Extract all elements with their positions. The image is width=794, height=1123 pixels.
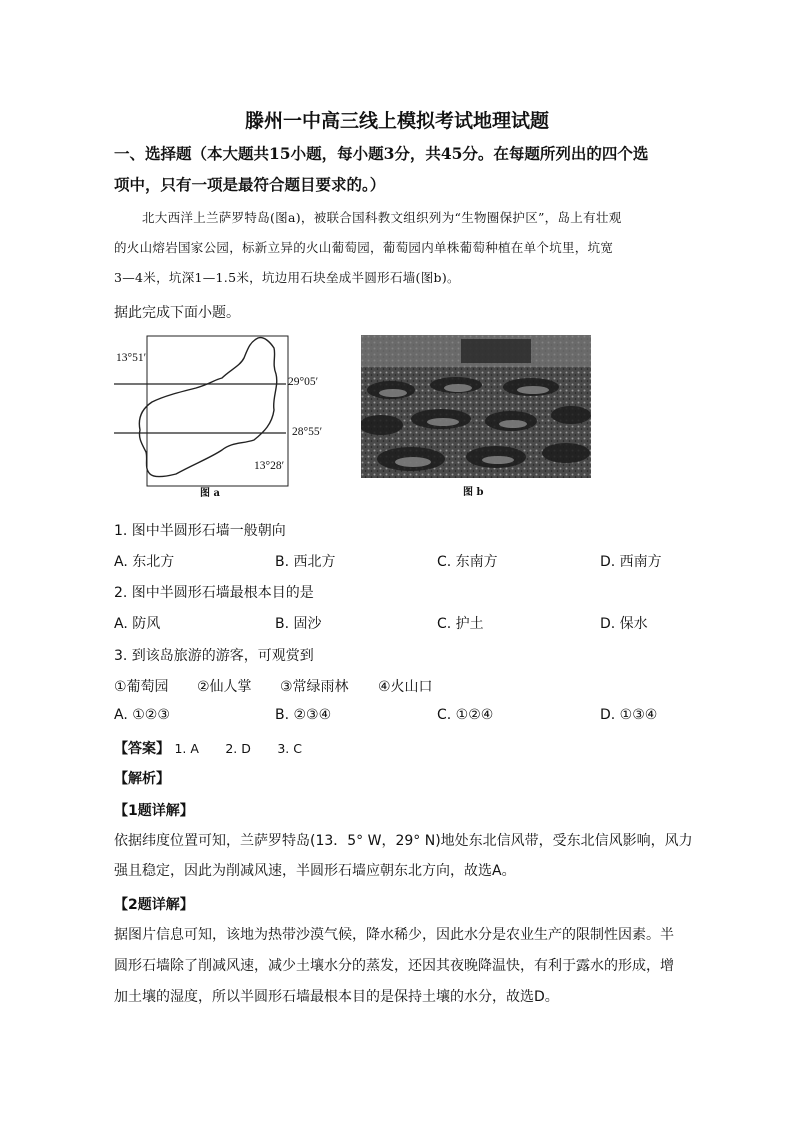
answer-3: 3. C	[277, 741, 302, 756]
q3-item-1: ①葡萄园	[114, 679, 169, 695]
intro-line-3: 3—4米，坑深1—1.5米，坑边用石块垒成半圆形石墙(图b)。	[114, 270, 460, 285]
q1-option-a: A. 东北方	[114, 554, 175, 570]
answer-1: 1. A	[174, 741, 199, 756]
lat-label-south: 28°55′	[292, 426, 323, 438]
lon-label-east: 13°28′	[254, 460, 285, 472]
answer-2: 2. D	[225, 741, 251, 756]
answer-tag: 【答案】	[114, 741, 170, 757]
detail-2-line-1: 据图片信息可知，该地为热带沙漠气候，降水稀少，因此水分是农业生产的限制性因素。半	[114, 927, 674, 943]
section-heading-line-2: 项中，只有一项是最符合题目要求的。）	[114, 175, 386, 194]
instruction-text: 据此完成下面小题。	[114, 305, 240, 321]
detail-2-line-2: 圆形石墙除了削减风速，减少土壤水分的蒸发，还因其夜晚降温快，有利于露水的形成，增	[114, 958, 674, 974]
q2-option-a: A. 防风	[114, 616, 161, 632]
q3-option-a: A. ①②③	[114, 707, 170, 723]
q2-option-d: D. 保水	[600, 616, 648, 632]
q3-option-d: D. ①③④	[600, 707, 658, 723]
detail-1-line-2: 强且稳定，因此为削减风速，半圆形石墙应朝东北方向，故选A。	[114, 863, 516, 879]
intro-line-2: 的火山熔岩国家公园，标新立异的火山葡萄园，葡萄园内单株葡萄种植在单个坑里，坑宽	[114, 240, 614, 255]
q3-option-b: B. ②③④	[275, 707, 332, 723]
detail-2-tag: 【2题详解】	[114, 897, 194, 913]
q1-option-c: C. 东南方	[437, 554, 498, 570]
figure-a-caption: 图 a	[200, 488, 220, 499]
q3-item-2: ②仙人掌	[197, 679, 252, 695]
q1-option-d: D. 西南方	[600, 554, 662, 570]
q3-item-4: ④火山口	[378, 679, 433, 695]
intro-line-1: 北大西洋上兰萨罗特岛(图a)，被联合国科教文组织列为“生物圈保护区”，岛上有壮观	[142, 210, 622, 225]
figure-a-map	[114, 334, 354, 504]
question-3-stem: 3. 到该岛旅游的游客，可观赏到	[114, 648, 314, 664]
q2-option-b: B. 固沙	[275, 616, 322, 632]
section-heading-line-1: 一、选择题（本大题共15小题，每小题3分，共45分。在每题所列出的四个选	[114, 144, 649, 163]
detail-2-line-3: 加土壤的湿度，所以半圆形石墙最根本目的是保持土壤的水分，故选D。	[114, 989, 559, 1005]
page-title: 滕州一中高三线上模拟考试地理试题	[244, 110, 549, 132]
detail-1-line-1: 依据纬度位置可知，兰萨罗特岛(13．5° W，29° N)地处东北信风带，受东北信风影响，风力	[114, 833, 693, 849]
lat-label-north: 29°05′	[288, 376, 319, 388]
island-outline	[139, 338, 276, 477]
detail-1-tag: 【1题详解】	[114, 803, 194, 819]
q3-item-3: ③常绿雨林	[280, 679, 349, 695]
stone-walls-photo-graphic	[361, 335, 591, 478]
figure-b-photo	[361, 335, 591, 478]
question-1-stem: 1. 图中半圆形石墙一般朝向	[114, 523, 286, 539]
lon-label-west: 13°51′	[116, 352, 147, 364]
q2-option-c: C. 护土	[437, 616, 484, 632]
island-map-graphic	[114, 334, 354, 504]
answer-row	[114, 738, 302, 758]
question-2-stem: 2. 图中半圆形石墙最根本目的是	[114, 585, 314, 601]
q3-option-c: C. ①②④	[437, 707, 494, 723]
figure-b-caption: 图 b	[463, 487, 484, 498]
analysis-tag: 【解析】	[114, 771, 170, 787]
q1-option-b: B. 西北方	[275, 554, 336, 570]
